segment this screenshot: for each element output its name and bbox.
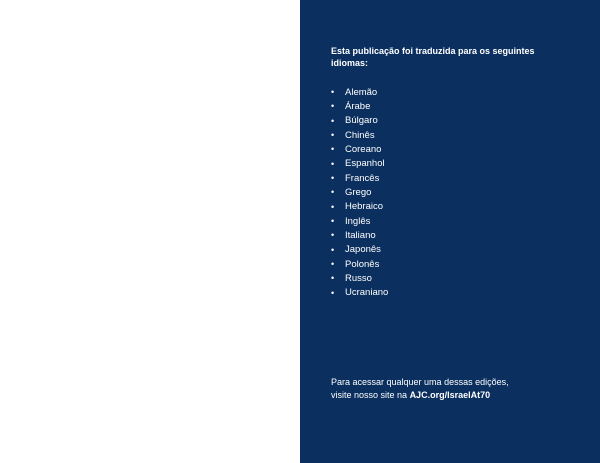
bullet-icon: • [331, 115, 335, 126]
language-item [331, 128, 388, 142]
language-item [331, 142, 388, 156]
language-list [331, 85, 388, 300]
language-label: Russo [345, 272, 372, 284]
language-label: Italiano [345, 229, 376, 241]
language-label: Japonês [345, 244, 381, 256]
language-item [331, 114, 388, 128]
translations-panel [300, 0, 600, 463]
bullet-icon: • [331, 101, 335, 112]
bullet-icon: • [331, 216, 335, 227]
footer-line-1: Para acessar qualquer uma dessas edições, [331, 377, 509, 387]
bullet-icon: • [331, 187, 335, 198]
language-item [331, 85, 388, 99]
language-label: Búlgaro [345, 115, 378, 127]
language-item [331, 271, 388, 285]
language-item [331, 99, 388, 113]
bullet-icon: • [331, 173, 335, 184]
language-item [331, 286, 388, 300]
language-item [331, 157, 388, 171]
language-label: Francês [345, 172, 380, 184]
language-item [331, 243, 388, 257]
language-label: Grego [345, 186, 372, 198]
bullet-icon: • [331, 201, 335, 212]
bullet-icon: • [331, 273, 335, 284]
language-label: Alemão [345, 86, 378, 98]
language-label: Chinês [345, 129, 375, 141]
bullet-icon: • [331, 130, 335, 141]
language-item [331, 257, 388, 271]
bullet-icon: • [331, 144, 335, 155]
language-label: Árabe [345, 100, 371, 112]
language-label: Polonês [345, 258, 380, 270]
language-label: Hebraico [345, 201, 384, 213]
bullet-icon: • [331, 259, 335, 270]
language-label: Coreano [345, 143, 382, 155]
language-item [331, 171, 388, 185]
bullet-icon: • [331, 287, 335, 298]
language-item [331, 214, 388, 228]
language-item [331, 200, 388, 214]
footer-line-2-prefix: visite nosso site na [331, 389, 408, 400]
bullet-icon: • [331, 87, 335, 98]
website-link[interactable]: AJC.org/IsraelAt70 [409, 389, 491, 400]
language-label: Inglês [345, 215, 371, 227]
language-item [331, 185, 388, 199]
language-label: Ucraniano [345, 287, 389, 299]
translations-heading: Esta publicação foi traduzida para os seguintes idiomas: [331, 46, 535, 68]
bullet-icon: • [331, 244, 335, 255]
footer-note [331, 376, 561, 401]
bullet-icon: • [331, 158, 335, 169]
language-label: Espanhol [345, 158, 385, 170]
language-item [331, 228, 388, 242]
bullet-icon: • [331, 230, 335, 241]
